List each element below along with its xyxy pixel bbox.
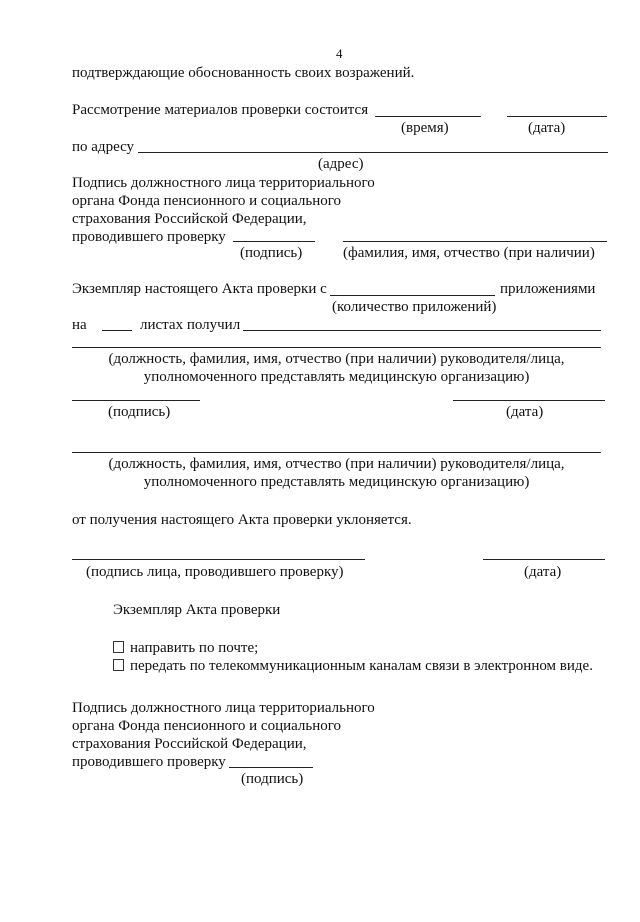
- address-field-line[interactable]: [138, 152, 608, 153]
- checkbox-electronic[interactable]: [113, 659, 124, 671]
- option-electronic[interactable]: [113, 657, 593, 675]
- signature1-line2: органа Фонда пенсионного и социального: [72, 193, 342, 209]
- copy-text-end: приложениями: [500, 281, 596, 297]
- inspector-sign-line[interactable]: [72, 559, 365, 560]
- recipient1-line[interactable]: [72, 347, 601, 348]
- inspector-date-caption: (дата): [524, 564, 562, 580]
- recipient1-date-caption: (дата): [506, 404, 544, 420]
- inspector-date-line[interactable]: [483, 559, 605, 560]
- address-caption: (адрес): [318, 156, 364, 172]
- sheets-count-line[interactable]: [102, 330, 132, 331]
- recipient1-sign-caption: (подпись): [108, 404, 171, 420]
- page-number: 4: [336, 46, 343, 61]
- attachments-count-caption: (количество приложений): [332, 299, 497, 315]
- option-post[interactable]: [113, 639, 258, 657]
- recipient1-sign-line[interactable]: [72, 400, 200, 401]
- recipient1-caption-line2: уполномоченного представлять медицинскую организацию): [143, 369, 530, 385]
- signature1-name-line[interactable]: [343, 241, 607, 242]
- on-label: на: [72, 317, 87, 333]
- copy-text-start: Экземпляр настоящего Акта проверки с: [72, 281, 327, 297]
- time-field-line[interactable]: [375, 116, 481, 117]
- inspector-sign-caption: (подпись лица, проводившего проверку): [86, 564, 344, 580]
- recipient2-caption-line2: уполномоченного представлять медицинскую организацию): [143, 474, 530, 490]
- option-electronic-label: передать по телекоммуникационным каналам связи в электронном виде.: [130, 658, 593, 674]
- received-by-line[interactable]: [243, 330, 601, 331]
- signature2-line2: органа Фонда пенсионного и социального: [72, 718, 342, 734]
- recipient1-date-line[interactable]: [453, 400, 605, 401]
- recipient1-caption-line1: (должность, фамилия, имя, отчество (при наличии) руководителя/лица,: [108, 351, 565, 367]
- date-caption: (дата): [528, 120, 566, 136]
- signature2-line3: страхования Российской Федерации,: [72, 736, 307, 752]
- signature1-line1: Подпись должностного лица территориального: [72, 175, 375, 191]
- address-label: по адресу: [72, 139, 135, 155]
- recipient2-line[interactable]: [72, 452, 601, 453]
- signature1-name-caption: (фамилия, имя, отчество (при наличии): [343, 245, 595, 261]
- attachments-count-line[interactable]: [330, 295, 495, 296]
- signature1-line3: страхования Российской Федерации,: [72, 211, 307, 227]
- signature1-line4: проводившего проверку: [72, 229, 226, 245]
- checkbox-post[interactable]: [113, 641, 124, 653]
- sheets-label: листах получил: [140, 317, 241, 333]
- signature2-sign-caption: (подпись): [241, 771, 304, 787]
- copy-act-title: Экземпляр Акта проверки: [113, 602, 281, 618]
- recipient2-caption-line1: (должность, фамилия, имя, отчество (при наличии) руководителя/лица,: [108, 456, 565, 472]
- signature1-sign-caption: (подпись): [240, 245, 303, 261]
- option-post-label: направить по почте;: [130, 640, 259, 656]
- signature2-sign-line[interactable]: [229, 767, 313, 768]
- date-field-line[interactable]: [507, 116, 607, 117]
- signature1-sign-line[interactable]: [233, 241, 315, 242]
- signature2-line4: проводившего проверку: [72, 754, 226, 770]
- signature2-line1: Подпись должностного лица территориального: [72, 700, 375, 716]
- evades-text: от получения настоящего Акта проверки уклоняется.: [72, 512, 412, 528]
- review-text: Рассмотрение материалов проверки состоится: [72, 102, 369, 118]
- objections-line: подтверждающие обоснованность своих возражений.: [72, 65, 415, 81]
- time-caption: (время): [401, 120, 449, 136]
